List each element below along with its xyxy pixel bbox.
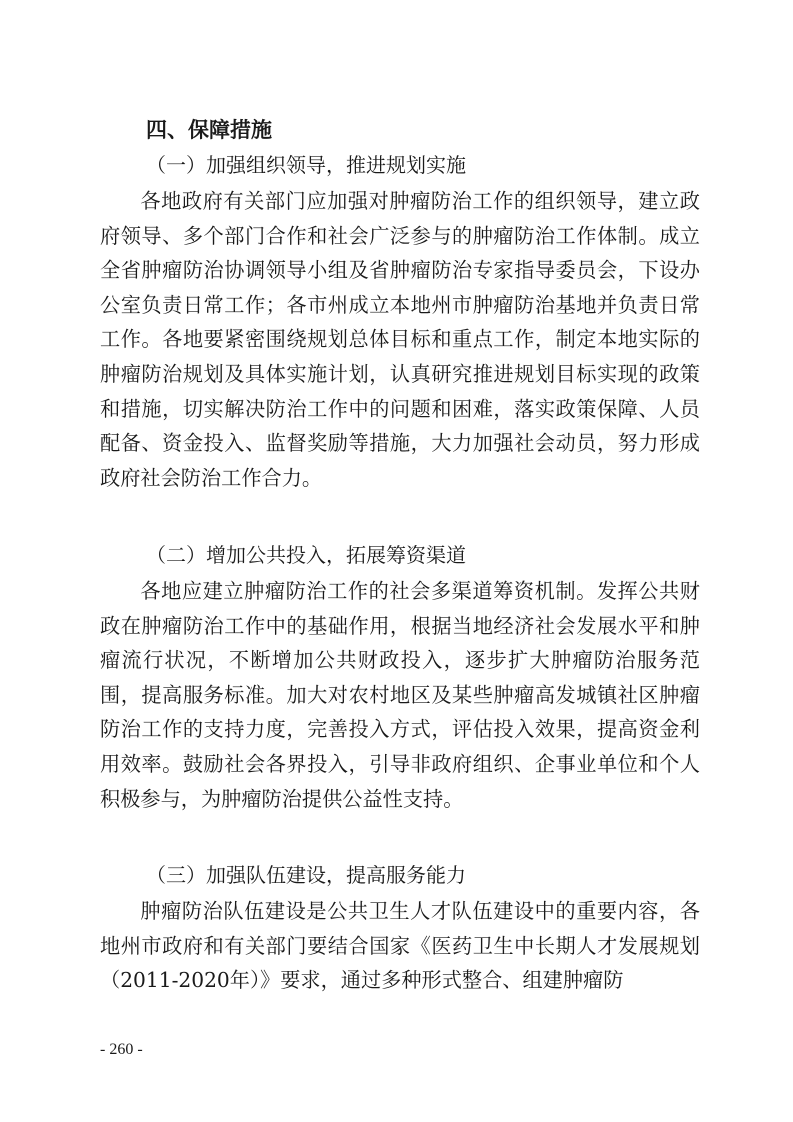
page-number: - 260 - <box>100 1041 143 1058</box>
subsection-heading-2: （二）增加公共投入，拓展筹资渠道 <box>146 543 466 567</box>
subsection-heading-3: （三）加强队伍建设，提高服务能力 <box>146 863 466 887</box>
subsection-heading-1: （一）加强组织领导，推进规划实施 <box>146 153 466 177</box>
paragraph-2: 各地应建立肿瘤防治工作的社会多渠道筹资机制。发挥公共财政在肿瘤防治工作中的基础作用，根据当地经济社会发展水平和肿瘤流行状况，不断增加公共财政投入，逐步扩大肿瘤防治服务范围，提高服务标准。加大对农村地区及某些肿瘤高发城镇社区肿瘤防治工作的支持力度，完善投入方式，评估投入效果，提高资金利用效率。鼓励社会各界投入，引导非政府组织、企事业单位和个人积极参与，为肿瘤防治提供公益性支持。 <box>100 579 700 811</box>
paragraph-1: 各地政府有关部门应加强对肿瘤防治工作的组织领导，建立政府领导、多个部门合作和社会广泛参与的肿瘤防治工作体制。成立全省肿瘤防治协调领导小组及省肿瘤防治专家指导委员会，下设办公室负责日常工作；各市州成立本地州市肿瘤防治基地并负责日常工作。各地要紧密围绕规划总体目标和重点工作，制定本地实际的肿瘤防治规划及具体实施计划，认真研究推进规划目标实现的政策和措施，切实解决防治工作中的问题和困难，落实政策保障、人员配备、资金投入、监督奖励等措施，大力加强社会动员，努力形成政府社会防治工作合力。 <box>100 189 700 490</box>
section-title: 四、保障措施 <box>146 118 272 142</box>
paragraph-3: 肿瘤防治队伍建设是公共卫生人才队伍建设中的重要内容，各地州市政府和有关部门要结合国家《医药卫生中长期人才发展规划（2011-2020年）》要求，通过多种形式整合、组建肿瘤防 <box>100 899 700 993</box>
